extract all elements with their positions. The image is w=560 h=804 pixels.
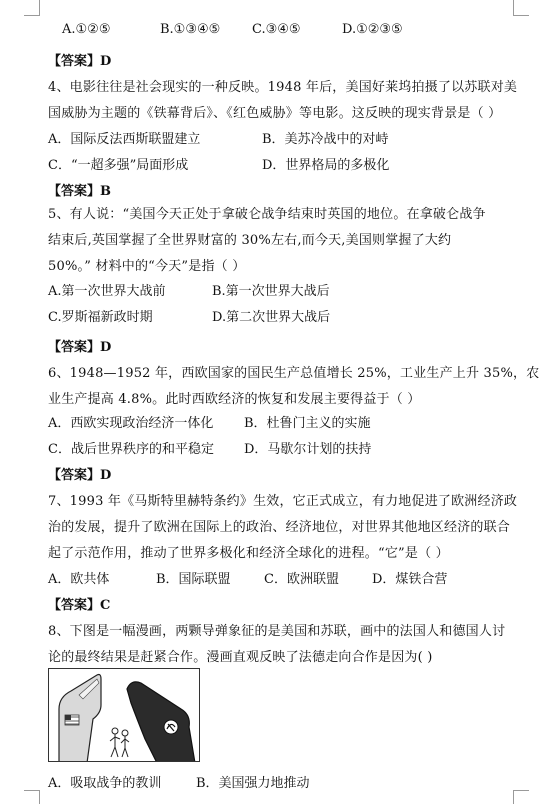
ussr-missile: [127, 682, 195, 762]
q4-line-1: 4、电影往往是社会现实的一种反映。1948 年后，美国好莱坞拍摄了以苏联对美: [48, 80, 518, 95]
q7-line-1: 7、1993 年《马斯特里赫特条约》生效，它正式成立，有力地促进了欧洲经济政: [48, 494, 518, 509]
q5-option-c: C.罗斯福新政时期: [48, 310, 153, 325]
q4-option-b: B．美苏冷战中的对峙: [262, 132, 389, 147]
q7-option-b: B．国际联盟: [156, 572, 231, 587]
q8-option-b: B．美国强力地推动: [196, 776, 310, 791]
q3-option-c: C.③④⑤: [252, 22, 301, 37]
q6-line-1: 6、1948—1952 年，西欧国家的国民生产总值增长 25%，工业生产上升 35%，农: [48, 366, 540, 381]
q5-option-a: A.第一次世界大战前: [48, 284, 166, 299]
q7-answer: 【答案】C: [48, 598, 111, 613]
q5-option-d: D.第二次世界大战后: [212, 310, 331, 325]
q5-answer: 【答案】D: [48, 340, 112, 355]
q6-option-a: A．西欧实现政治经济一体化: [48, 416, 214, 431]
q5-line-1: 5、有人说：“美国今天正处于拿破仑战争结束时英国的地位。在拿破仑战争: [48, 207, 486, 222]
cartoon-drawing: [49, 669, 200, 762]
q8-option-a: A．吸取战争的教训: [48, 776, 162, 791]
q4-answer: 【答案】B: [48, 184, 111, 199]
q3-option-b: B.①③④⑤: [160, 22, 221, 37]
cartoon-image: [48, 668, 200, 762]
crop-mark-bottom-right-h: [513, 790, 529, 791]
q3-option-a: A.①②⑤: [62, 22, 111, 37]
q5-line-2: 结束后,英国掌握了全世界财富的 30%左右,而今天,美国则掌握了大约: [48, 233, 452, 248]
q5-line-3: 50%。” 材料中的“今天”是指（ ）: [48, 259, 246, 274]
q3-answer: 【答案】D: [48, 54, 112, 69]
q5-option-b: B.第一次世界大战后: [212, 284, 330, 299]
q4-option-d: D．世界格局的多极化: [262, 158, 390, 173]
q6-option-c: C．战后世界秩序的和平稳定: [48, 442, 214, 457]
crop-mark-bottom-left-v: [39, 790, 40, 804]
q8-line-2: 论的最终结果是赶紧合作。漫画直观反映了法德走向合作是因为( ): [48, 650, 433, 665]
q7-line-3: 起了示范作用，推动了世界多极化和经济全球化的进程。“它”是（ ）: [48, 546, 449, 561]
q6-line-2: 业生产提高 4.8%。此时西欧经济的恢复和发展主要得益于（ ）: [48, 392, 421, 407]
q4-option-a: A．国际反法西斯联盟建立: [48, 132, 201, 147]
q7-option-d: D．煤铁合营: [372, 572, 448, 587]
crop-mark-top-right-h: [513, 15, 529, 16]
q6-option-b: B．杜鲁门主义的实施: [244, 416, 371, 431]
us-missile: [59, 675, 101, 763]
q4-option-c: C．“一超多强”局面形成: [48, 158, 189, 173]
q8-line-1: 8、下图是一幅漫画，两颗导弹象征的是美国和苏联，画中的法国人和德国人讨: [48, 624, 506, 639]
q4-line-2: 国威胁为主题的《铁幕背后》、《红色威胁》等电影。这反映的现实背景是（ ）: [48, 106, 502, 121]
crop-mark-top-right-v: [513, 0, 514, 16]
crop-mark-bottom-right-v: [513, 790, 514, 804]
small-figures: [110, 728, 129, 757]
crop-mark-bottom-left-h: [24, 790, 40, 791]
q7-option-a: A．欧共体: [48, 572, 110, 587]
q6-option-d: D．马歇尔计划的扶持: [244, 442, 372, 457]
crop-mark-top-left-h: [24, 15, 40, 16]
q7-line-2: 治的发展，提升了欧洲在国际上的政治、经济地位，对世界其他地区经济的联合: [48, 520, 511, 535]
crop-mark-top-left-v: [39, 0, 40, 16]
q7-option-c: C．欧洲联盟: [264, 572, 339, 587]
q6-answer: 【答案】D: [48, 468, 112, 483]
q3-option-d: D.①②③⑤: [342, 22, 403, 37]
